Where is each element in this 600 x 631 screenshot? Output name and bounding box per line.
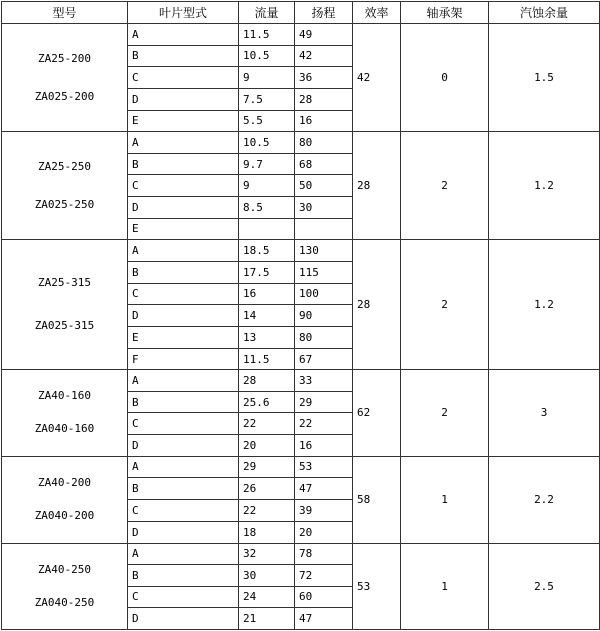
head-cell: 47 <box>295 608 353 630</box>
efficiency-cell: 62 <box>353 370 401 456</box>
blade-type-cell: C <box>128 283 239 305</box>
flow-cell: 18.5 <box>239 240 295 262</box>
blade-type-cell: D <box>128 305 239 327</box>
head-cell: 20 <box>295 521 353 543</box>
model-cell <box>2 456 128 543</box>
flow-cell: 29 <box>239 456 295 478</box>
efficiency-cell: 58 <box>353 456 401 543</box>
header-efficiency: 效率 <box>353 2 401 24</box>
head-cell: 78 <box>295 543 353 565</box>
head-cell: 33 <box>295 370 353 392</box>
head-cell: 50 <box>295 175 353 197</box>
bearing-cell: 2 <box>401 370 489 456</box>
model-cell <box>2 543 128 629</box>
table-body <box>2 24 600 630</box>
header-npsh: 汽蚀余量 <box>489 2 600 24</box>
flow-cell: 13 <box>239 327 295 349</box>
head-cell: 80 <box>295 132 353 154</box>
blade-type-cell: A <box>128 543 239 565</box>
table-row <box>2 24 600 46</box>
flow-cell: 22 <box>239 413 295 435</box>
bearing-cell: 2 <box>401 132 489 240</box>
head-cell: 28 <box>295 88 353 110</box>
blade-type-cell: D <box>128 197 239 219</box>
blade-type-cell: B <box>128 153 239 175</box>
blade-type-cell: C <box>128 175 239 197</box>
blade-type-cell: D <box>128 608 239 630</box>
npsh-cell: 2.2 <box>489 456 600 543</box>
pump-spec-table <box>1 1 600 630</box>
npsh-cell: 1.2 <box>489 240 600 370</box>
bearing-cell: 1 <box>401 543 489 629</box>
blade-type-cell: B <box>128 565 239 587</box>
model-name: ZA40-200 <box>38 476 91 490</box>
table-row <box>2 370 600 392</box>
flow-cell: 7.5 <box>239 88 295 110</box>
model-alt-name: ZA025-250 <box>34 197 95 211</box>
model-name: ZA40-250 <box>38 562 91 576</box>
head-cell: 68 <box>295 153 353 175</box>
model-name: ZA25-200 <box>38 51 91 65</box>
header-bearing: 轴承架 <box>401 2 489 24</box>
flow-cell: 9 <box>239 175 295 197</box>
flow-cell: 10.5 <box>239 45 295 67</box>
model-alt-name: ZA025-315 <box>34 319 95 333</box>
blade-type-cell: A <box>128 24 239 46</box>
flow-cell: 5.5 <box>239 110 295 132</box>
flow-cell: 9 <box>239 67 295 89</box>
head-cell: 16 <box>295 110 353 132</box>
npsh-cell: 1.5 <box>489 24 600 132</box>
model-name: ZA25-315 <box>38 276 91 290</box>
head-cell: 16 <box>295 434 353 456</box>
npsh-cell: 2.5 <box>489 543 600 629</box>
blade-type-cell: E <box>128 327 239 349</box>
blade-type-cell: A <box>128 370 239 392</box>
flow-cell: 30 <box>239 565 295 587</box>
flow-cell: 25.6 <box>239 391 295 413</box>
blade-type-cell: D <box>128 434 239 456</box>
flow-cell: 24 <box>239 586 295 608</box>
model-alt-name: ZA040-250 <box>34 595 95 609</box>
header-flow: 流量 <box>239 2 295 24</box>
head-cell: 80 <box>295 327 353 349</box>
blade-type-cell: F <box>128 348 239 370</box>
head-cell: 30 <box>295 197 353 219</box>
flow-cell: 20 <box>239 434 295 456</box>
head-cell: 72 <box>295 565 353 587</box>
header-model: 型号 <box>2 2 128 24</box>
blade-type-cell: D <box>128 88 239 110</box>
model-cell <box>2 24 128 132</box>
head-cell: 29 <box>295 391 353 413</box>
head-cell: 39 <box>295 500 353 522</box>
head-cell: 53 <box>295 456 353 478</box>
efficiency-cell: 53 <box>353 543 401 629</box>
model-alt-name: ZA040-200 <box>34 509 95 523</box>
flow-cell: 17.5 <box>239 261 295 283</box>
flow-cell: 18 <box>239 521 295 543</box>
head-cell: 67 <box>295 348 353 370</box>
npsh-cell: 3 <box>489 370 600 456</box>
blade-type-cell: A <box>128 132 239 154</box>
blade-type-cell: C <box>128 413 239 435</box>
model-name: ZA25-250 <box>38 159 91 173</box>
flow-cell: 10.5 <box>239 132 295 154</box>
table-row <box>2 543 600 565</box>
blade-type-cell: C <box>128 67 239 89</box>
model-cell <box>2 132 128 240</box>
blade-type-cell: B <box>128 45 239 67</box>
bearing-cell: 2 <box>401 240 489 370</box>
flow-cell <box>239 218 295 240</box>
head-cell: 90 <box>295 305 353 327</box>
table-row <box>2 240 600 262</box>
model-alt-name: ZA025-200 <box>34 89 95 103</box>
blade-type-cell: D <box>128 521 239 543</box>
flow-cell: 9.7 <box>239 153 295 175</box>
blade-type-cell: B <box>128 261 239 283</box>
flow-cell: 11.5 <box>239 348 295 370</box>
blade-type-cell: A <box>128 456 239 478</box>
blade-type-cell: E <box>128 218 239 240</box>
efficiency-cell: 42 <box>353 24 401 132</box>
flow-cell: 11.5 <box>239 24 295 46</box>
head-cell: 49 <box>295 24 353 46</box>
blade-type-cell: C <box>128 500 239 522</box>
model-cell <box>2 370 128 456</box>
blade-type-cell: C <box>128 586 239 608</box>
flow-cell: 14 <box>239 305 295 327</box>
head-cell: 22 <box>295 413 353 435</box>
head-cell: 115 <box>295 261 353 283</box>
blade-type-cell: A <box>128 240 239 262</box>
header-row <box>2 2 600 24</box>
table-row <box>2 456 600 478</box>
flow-cell: 26 <box>239 478 295 500</box>
blade-type-cell: B <box>128 391 239 413</box>
head-cell: 60 <box>295 586 353 608</box>
flow-cell: 28 <box>239 370 295 392</box>
model-cell <box>2 240 128 370</box>
head-cell: 36 <box>295 67 353 89</box>
blade-type-cell: B <box>128 478 239 500</box>
table-row <box>2 132 600 154</box>
flow-cell: 16 <box>239 283 295 305</box>
flow-cell: 8.5 <box>239 197 295 219</box>
model-alt-name: ZA040-160 <box>34 422 95 436</box>
efficiency-cell: 28 <box>353 240 401 370</box>
npsh-cell: 1.2 <box>489 132 600 240</box>
bearing-cell: 0 <box>401 24 489 132</box>
header-blade-type: 叶片型式 <box>128 2 239 24</box>
head-cell: 130 <box>295 240 353 262</box>
efficiency-cell: 28 <box>353 132 401 240</box>
head-cell: 42 <box>295 45 353 67</box>
head-cell <box>295 218 353 240</box>
bearing-cell: 1 <box>401 456 489 543</box>
head-cell: 47 <box>295 478 353 500</box>
flow-cell: 21 <box>239 608 295 630</box>
flow-cell: 32 <box>239 543 295 565</box>
blade-type-cell: E <box>128 110 239 132</box>
model-name: ZA40-160 <box>38 389 91 403</box>
header-head: 扬程 <box>295 2 353 24</box>
head-cell: 100 <box>295 283 353 305</box>
flow-cell: 22 <box>239 500 295 522</box>
